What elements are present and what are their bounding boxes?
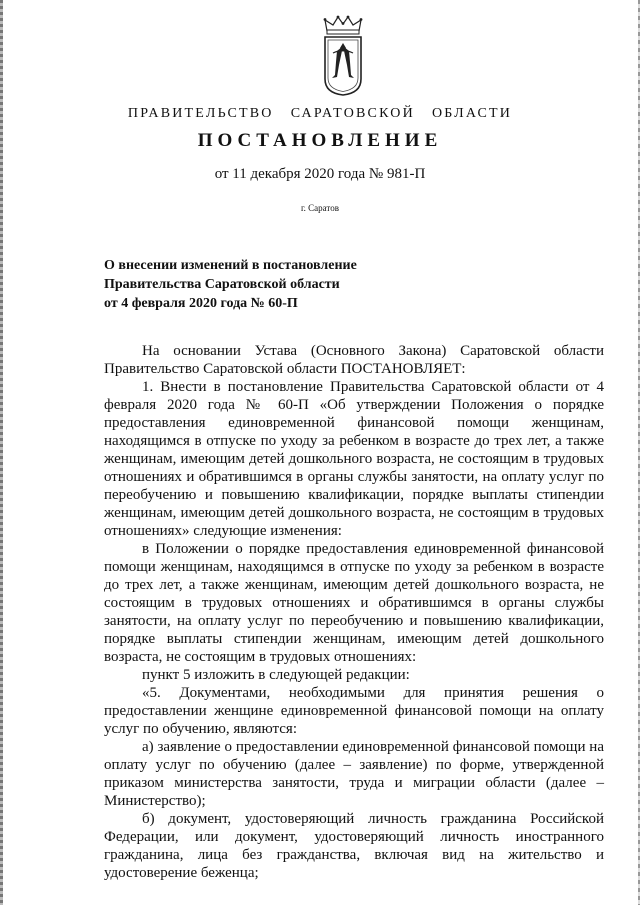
decree-subject bbox=[104, 256, 424, 313]
saratov-coat-of-arms-icon bbox=[322, 15, 364, 97]
paragraph-clause-5: пункт 5 изложить в следующей редакции: bbox=[142, 667, 410, 683]
paragraph-item-1: 1. Внести в постановление Правительства Саратовской области от 4 февраля 2020 года № 60-П «Об утверждении Положения о порядке предоставления единовременной финансовой помощи женщинам, находящимся в отпуске по уходу за ребенком в возрасте до трех лет, а также женщинам, имеющим детей дошкольного возраста, не состоящим в трудовых отношениях и обратившимся в органы службы занятости, на оплату услуг по переобучению и повышению квалификации, порядке выплаты стипендии женщинам, имеющим детей дошкольного возраста, не состоящим в трудовых отношениях» следующие изменения: bbox=[104, 379, 604, 539]
paragraph-item-b: б) документ, удостоверяющий личность гражданина Российской Федерации, или документ, удостоверяющий личность иностранного гражданина, лица без гражданства, включая вид на жительство и удостоверение беженца; bbox=[104, 811, 604, 881]
paragraph-documents: «5. Документами, необходимыми для принятия решения о предоставлении женщине единовременной финансовой помощи на оплату услуг по обучению, являются: bbox=[104, 685, 604, 737]
government-title: ПРАВИТЕЛЬСТВО САРАТОВСКОЙ ОБЛАСТИ bbox=[127, 106, 513, 121]
decree-body bbox=[104, 342, 604, 882]
subject-line: от 4 февраля 2020 года № 60-П bbox=[104, 296, 298, 311]
city-label: г. Саратов bbox=[301, 203, 339, 213]
decree-date: от 11 декабря 2020 года № 981-П bbox=[214, 166, 426, 182]
subject-line: Правительства Саратовской области bbox=[104, 277, 340, 292]
paragraph-regulation: в Положении о порядке предоставления единовременной финансовой помощи женщинам, находящимся в отпуске по уходу за ребенком в возрасте до трех лет, а также женщинам, имеющим детей дошкольного возраста, не состоящим в трудовых отношениях и обратившимся в органы службы занятости, на оплату услуг по переобучению и повышению квалификации, порядке выплаты стипендии женщинам, имеющим детей дошкольного возраста, не состоящим в трудовых отношениях: bbox=[104, 541, 604, 665]
decree-title: ПОСТАНОВЛЕНИЕ bbox=[197, 130, 443, 151]
paragraph-item-a: а) заявление о предоставлении единовременной финансовой помощи на оплату услуг по обучению (далее – заявление) по форме, утвержденной приказом министерства занятости, труда и миграции области (далее – Министерство); bbox=[104, 739, 604, 809]
paragraph-preamble: На основании Устава (Основного Закона) Саратовской области Правительство Саратовской области ПОСТАНОВЛЯЕТ: bbox=[104, 343, 604, 377]
subject-line: О внесении изменений в постановление bbox=[104, 258, 357, 273]
